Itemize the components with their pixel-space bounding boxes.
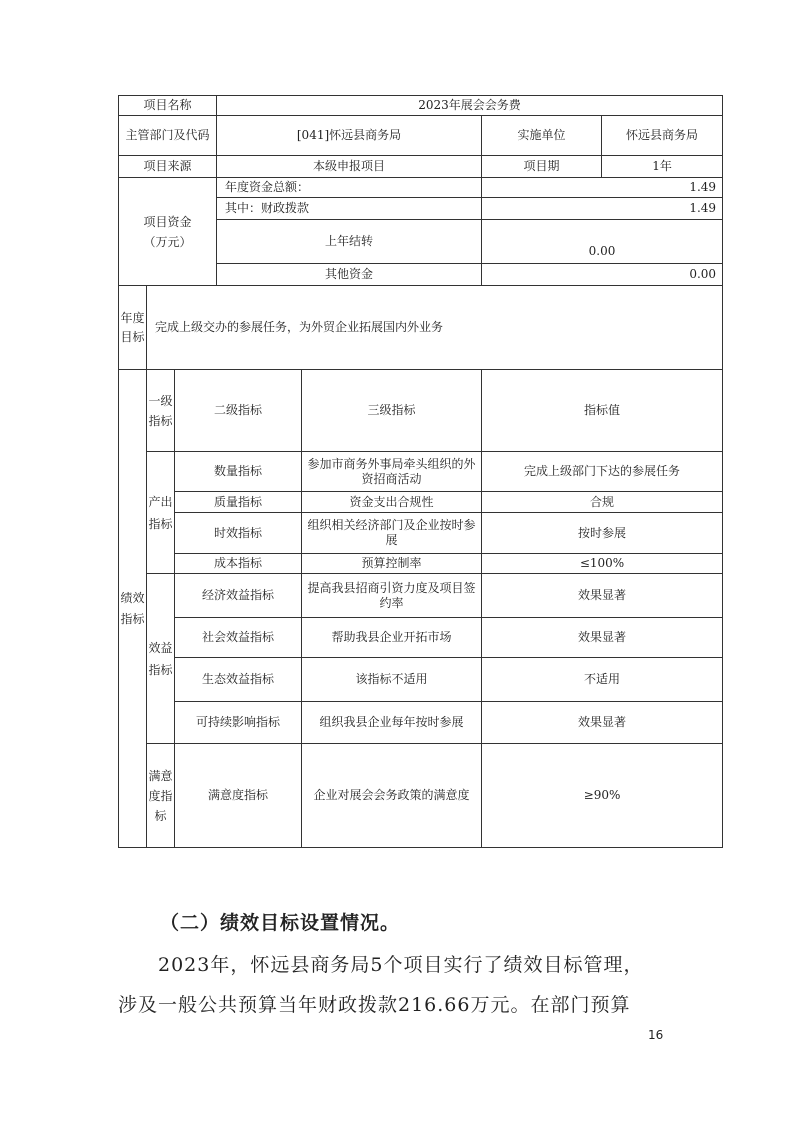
level3-cell: 参加市商务外事局牵头组织的外资招商活动: [302, 452, 482, 492]
level2-cell: 满意度指标: [175, 744, 302, 848]
annual-goal-value: 完成上级交办的参展任务，为外贸企业拓展国内外业务: [147, 286, 723, 370]
annual-goal-label: 年度目标: [119, 286, 147, 370]
level2-cell: 经济效益指标: [175, 574, 302, 618]
value-cell: 完成上级部门下达的参展任务: [482, 452, 723, 492]
perf-label: 绩效指标: [119, 370, 147, 848]
source-value: 本级申报项目: [217, 156, 482, 178]
value-cell: 合规: [482, 492, 723, 513]
benefit-label: 效益指标: [147, 574, 175, 744]
level2-header: 二级指标: [175, 370, 302, 452]
level3-cell: 资金支出合规性: [302, 492, 482, 513]
level3-cell: 企业对展会会务政策的满意度: [302, 744, 482, 848]
other-value: 0.00: [482, 264, 723, 286]
carryover-label: 上年结转: [217, 220, 482, 264]
page-number: 16: [648, 1028, 664, 1042]
level2-cell: 数量指标: [175, 452, 302, 492]
impl-label: 实施单位: [482, 116, 602, 156]
level2-cell: 质量指标: [175, 492, 302, 513]
level3-cell: 组织相关经济部门及企业按时参展: [302, 513, 482, 554]
source-label: 项目来源: [119, 156, 217, 178]
value-header: 指标值: [482, 370, 723, 452]
value-cell: 效果显著: [482, 618, 723, 658]
paragraph-line-1: 2023年，怀远县商务局5个项目实行了绩效目标管理，: [158, 954, 644, 976]
section-heading: （二）绩效目标设置情况。: [160, 912, 401, 934]
value-cell: ≥90%: [482, 744, 723, 848]
level2-cell: 生态效益指标: [175, 658, 302, 702]
project-table: [118, 95, 723, 848]
funds-label: 项目资金（万元）: [119, 178, 217, 286]
level2-cell: 时效指标: [175, 513, 302, 554]
output-label: 产出指标: [147, 452, 175, 574]
value-cell: ≤100%: [482, 554, 723, 574]
project-name-value: 2023年展会会务费: [217, 96, 723, 116]
level2-cell: 可持续影响指标: [175, 702, 302, 744]
value-cell: 效果显著: [482, 702, 723, 744]
period-label: 项目期: [482, 156, 602, 178]
project-name-label: 项目名称: [119, 96, 217, 116]
satisfaction-label: 满意度指标: [147, 744, 175, 848]
level3-cell: 预算控制率: [302, 554, 482, 574]
level3-cell: 提高我县招商引资力度及项目签约率: [302, 574, 482, 618]
annual-total-label: 年度资金总额：: [217, 178, 482, 198]
value-cell: 按时参展: [482, 513, 723, 554]
other-label: 其他资金: [217, 264, 482, 286]
paragraph-line-2: 涉及一般公共预算当年财政拨款216.66万元。在部门预算: [118, 994, 631, 1016]
dept-label: 主管部门及代码: [119, 116, 217, 156]
dept-value: [041]怀远县商务局: [217, 116, 482, 156]
level3-cell: 帮助我县企业开拓市场: [302, 618, 482, 658]
value-cell: 效果显著: [482, 574, 723, 618]
fiscal-value: 1.49: [482, 198, 723, 220]
value-cell: 不适用: [482, 658, 723, 702]
fiscal-label: 其中：财政拨款: [217, 198, 482, 220]
level3-cell: 组织我县企业每年按时参展: [302, 702, 482, 744]
level1-header: 一级指标: [147, 370, 175, 452]
level2-cell: 社会效益指标: [175, 618, 302, 658]
level3-cell: 该指标不适用: [302, 658, 482, 702]
period-value: 1年: [602, 156, 723, 178]
level3-header: 三级指标: [302, 370, 482, 452]
level2-cell: 成本指标: [175, 554, 302, 574]
annual-total-value: 1.49: [482, 178, 723, 198]
carryover-value: 0.00: [482, 220, 723, 264]
impl-value: 怀远县商务局: [602, 116, 723, 156]
